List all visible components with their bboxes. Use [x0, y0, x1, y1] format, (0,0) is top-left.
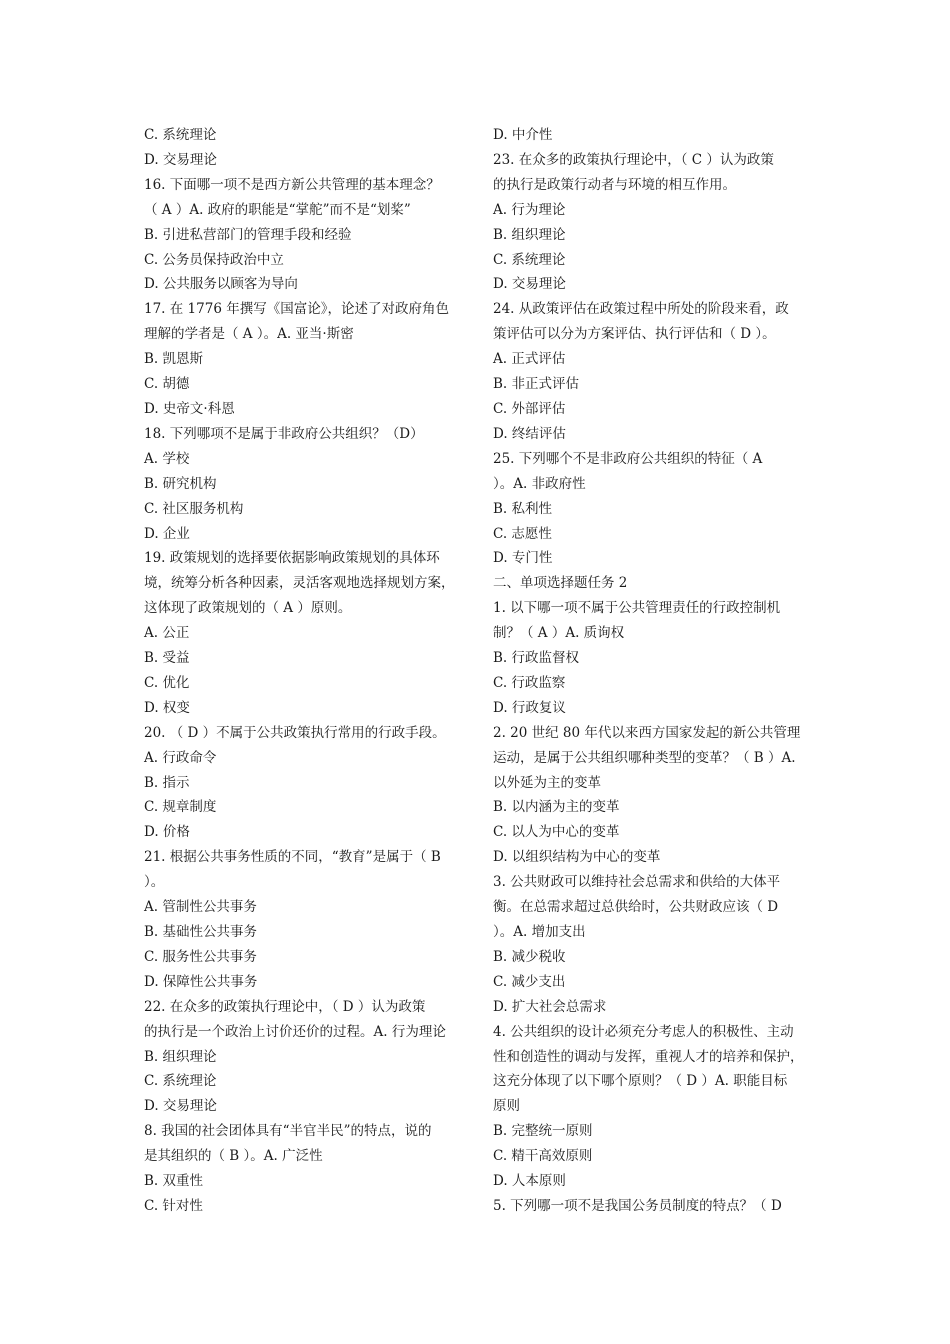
text-line: A. 公正 [144, 625, 190, 642]
text-line: D. 公共服务以顾客为导向 [144, 276, 298, 293]
text-line: D. 史帝文·科恩 [144, 400, 235, 417]
text-line: C. 精干高效原则 [493, 1148, 593, 1165]
text-line: D. 以组织结构为中心的变革 [493, 849, 661, 866]
text-line: C. 优化 [144, 674, 190, 691]
text-line: 17. 在 1776 年撰写《国富论》，论述了对政府角色 [144, 301, 449, 318]
text-line: 的执行是一个政治上讨价还价的过程。A. 行为理论 [144, 1023, 446, 1040]
text-line: D. 专门性 [493, 550, 553, 567]
text-line: 16. 下面哪一项不是西方新公共管理的基本理念？ [144, 176, 440, 193]
text-line: B. 双重性 [144, 1173, 204, 1190]
text-line: 是其组织的（ B ）。A. 广泛性 [144, 1148, 323, 1165]
text-line: C. 系统理论 [493, 251, 566, 268]
text-line: D. 交易理论 [144, 151, 217, 168]
text-line: 24. 从政策评估在政策过程中所处的阶段来看，政 [493, 301, 789, 318]
text-line: C. 以人为中心的变革 [493, 824, 620, 841]
text-line: A. 正式评估 [493, 351, 566, 368]
text-line: A. 管制性公共事务 [144, 899, 257, 916]
text-line: ）。A. 增加支出 [493, 924, 586, 940]
text-line: 18. 下列哪项不是属于非政府公共组织？（D） [144, 425, 424, 442]
text-line: 25. 下列哪个不是非政府公共组织的特征（ A [493, 450, 763, 467]
text-line: 运动，是属于公共组织哪种类型的变革？（ B ）A. [493, 749, 796, 766]
text-line: B. 基础性公共事务 [144, 924, 258, 940]
text-line: 策评估可以分为方案评估、执行评估和（ D ）。 [493, 326, 776, 343]
text-line: 性和创造性的调动与发挥，重视人才的培养和保护， [493, 1048, 804, 1065]
text-line: C. 系统理论 [144, 127, 217, 143]
text-line: A. 学校 [144, 450, 190, 467]
text-line: 20. （ D ）不属于公共政策执行常用的行政手段。 [144, 724, 446, 741]
text-line: B. 完整统一原则 [493, 1123, 593, 1140]
text-line: D. 行政复议 [493, 699, 566, 716]
text-line: B. 非正式评估 [493, 376, 580, 393]
text-line: C. 规章制度 [144, 799, 217, 816]
text-line: D. 权变 [144, 699, 190, 716]
text-line: A. 行政命令 [144, 749, 217, 766]
text-line: C. 外部评估 [493, 400, 566, 417]
text-line: ）。 [144, 874, 165, 891]
text-line: ）。A. 非政府性 [493, 475, 586, 492]
text-line: 原则 [493, 1098, 520, 1115]
text-line: 22. 在众多的政策执行理论中，（ D ）认为政策 [144, 998, 426, 1015]
text-line: 1. 以下哪一项不属于公共管理责任的行政控制机 [493, 600, 781, 617]
text-line: B. 行政监督权 [493, 650, 580, 667]
text-line: D. 交易理论 [493, 276, 566, 293]
text-line: C. 社区服务机构 [144, 500, 244, 517]
right-column [493, 123, 819, 1219]
text-line: C. 服务性公共事务 [144, 948, 257, 965]
text-line: D. 企业 [144, 525, 190, 542]
text-line: D. 保障性公共事务 [144, 973, 258, 990]
text-line: B. 私利性 [493, 500, 553, 517]
left-column [144, 123, 470, 1219]
text-line: C. 系统理论 [144, 1073, 217, 1090]
text-line: 21. 根据公共事务性质的不同，“教育”是属于（ B [144, 849, 441, 866]
text-line: D. 中介性 [493, 127, 553, 143]
text-line: 19. 政策规划的选择要依据影响政策规划的具体环 [144, 550, 440, 567]
text-line: 8. 我国的社会团体具有“半官半民”的特点，说的 [144, 1123, 432, 1140]
text-line: B. 减少税收 [493, 948, 566, 965]
text-line: B. 凯恩斯 [144, 351, 204, 368]
text-line: C. 减少支出 [493, 973, 566, 990]
text-line: B. 受益 [144, 650, 190, 667]
text-line: （ A ）A. 政府的职能是“掌舵”而不是“划桨” [144, 201, 411, 218]
text-line: C. 胡德 [144, 376, 190, 393]
text-line: D. 扩大社会总需求 [493, 998, 607, 1015]
text-line: C. 行政监察 [493, 674, 566, 691]
text-line: B. 研究机构 [144, 475, 217, 492]
text-line: 2. 20 世纪 80 年代以来西方国家发起的新公共管理 [493, 724, 801, 741]
text-line: D. 交易理论 [144, 1098, 217, 1115]
text-line: D. 人本原则 [493, 1173, 566, 1190]
text-line: 理解的学者是（ A ）。A. 亚当·斯密 [144, 326, 354, 343]
text-line: A. 行为理论 [493, 201, 566, 218]
text-line: D. 价格 [144, 824, 190, 841]
text-line: C. 公务员保持政治中立 [144, 251, 284, 268]
text-line: B. 指示 [144, 774, 190, 791]
text-line: C. 针对性 [144, 1197, 203, 1214]
text-line: 5. 下列哪一项不是我国公务员制度的特点？（ D [493, 1197, 782, 1214]
text-line: C. 志愿性 [493, 525, 552, 542]
text-line: 衡。在总需求超过总供给时，公共财政应该（ D [493, 899, 779, 916]
text-line: 23. 在众多的政策执行理论中，（ C ）认为政策 [493, 151, 774, 168]
text-line: D. 终结评估 [493, 425, 566, 442]
text-line: 境，统筹分析各种因素，灵活客观地选择规划方案， [144, 575, 455, 592]
text-line: 二、单项选择题任务 2 [493, 575, 628, 592]
text-line: 制？（ A ）A. 质询权 [493, 625, 625, 642]
text-line: 这充分体现了以下哪个原则？（ D ）A. 职能目标 [493, 1073, 788, 1090]
text-line: B. 以内涵为主的变革 [493, 799, 620, 816]
text-line: 的执行是政策行动者与环境的相互作用。 [493, 176, 736, 193]
text-line: B. 引进私营部门的管理手段和经验 [144, 226, 352, 243]
text-line: 3. 公共财政可以维持社会总需求和供给的大体平 [493, 874, 781, 891]
text-line: 以外延为主的变革 [493, 774, 601, 791]
text-line: B. 组织理论 [144, 1048, 217, 1065]
text-line: B. 组织理论 [493, 226, 566, 243]
text-line: 4. 公共组织的设计必须充分考虑人的积极性、主动 [493, 1023, 794, 1040]
text-line: 这体现了政策规划的（ A ）原则。 [144, 600, 352, 617]
